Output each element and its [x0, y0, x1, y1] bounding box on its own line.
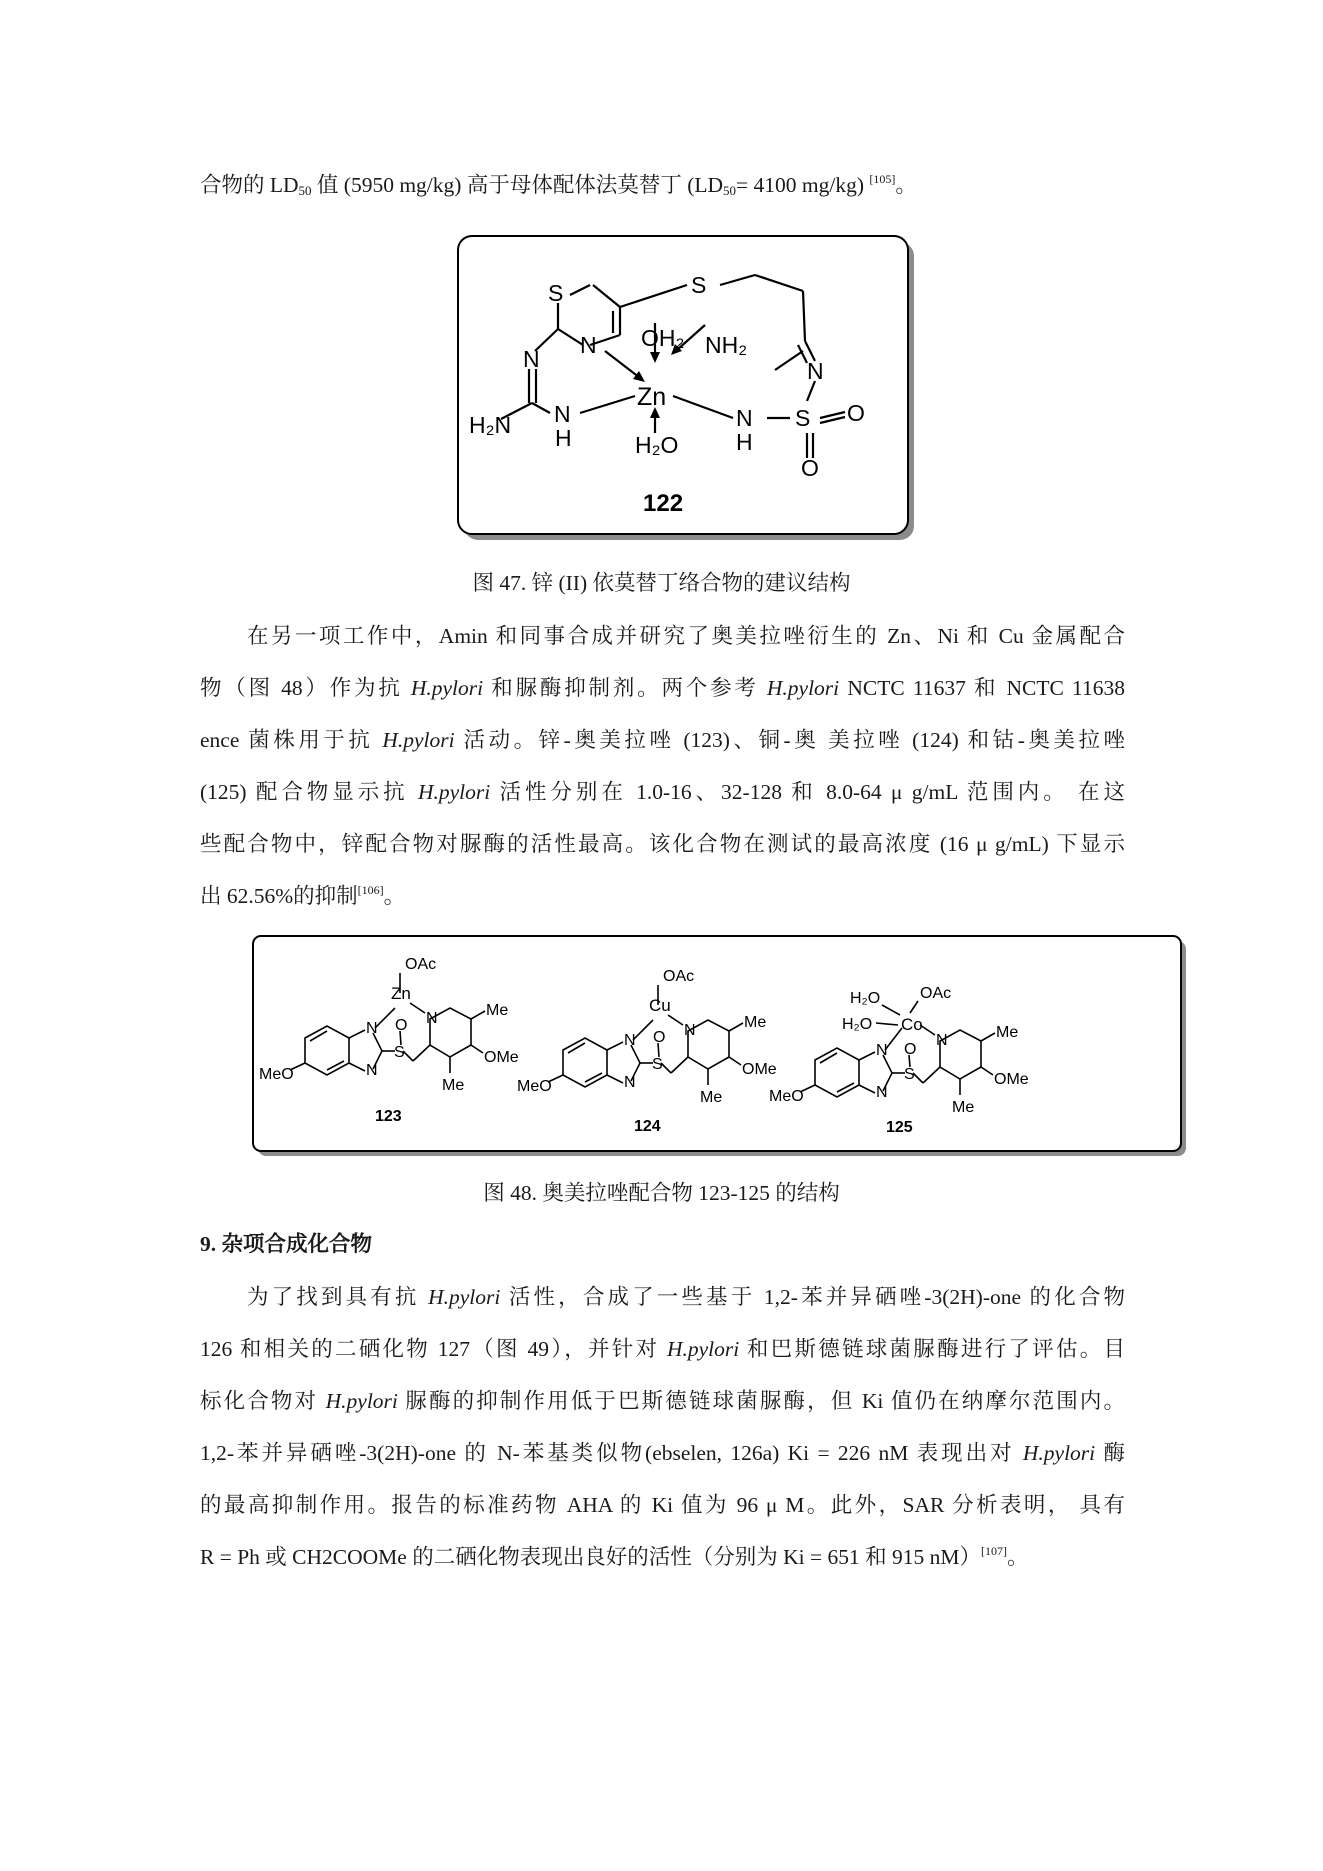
- atom-label: Me: [486, 1002, 509, 1019]
- metal-label: Co: [901, 1015, 923, 1034]
- atom-label: O: [653, 1029, 666, 1046]
- atom-label: N: [876, 1084, 888, 1101]
- figure-47-caption: 图 47. 锌 (II) 依莫替丁络合物的建议结构: [472, 571, 851, 595]
- compound-number: 124: [634, 1118, 661, 1135]
- body-text-line: 1,2-苯并异硒唑-3(2H)-one 的 N-苯基类似物(ebselen, 126a) Ki = 226 nM 表现出对 H.pylori 酶: [200, 1441, 1125, 1465]
- atom-label: N: [684, 1022, 696, 1039]
- atom-label: N: [876, 1042, 888, 1059]
- atom-label: N: [366, 1062, 378, 1079]
- atom-label: N: [523, 346, 540, 372]
- atom-label: H₂O: [842, 1016, 873, 1033]
- body-text-line: 126 和相关的二硒化物 127（图 49），并针对 H.pylori 和巴斯德链球菌脲酶进行了评估。目: [200, 1337, 1125, 1361]
- atom-label: OAc: [920, 985, 952, 1002]
- body-text-line: 些配合物中，锌配合物对脲酶的活性最高。该化合物在测试的最高浓度 (16 μ g/mL) 下显示: [200, 832, 1125, 856]
- atom-label: O: [801, 455, 819, 481]
- atom-label: OMe: [484, 1049, 519, 1066]
- atom-label: NH₂: [705, 332, 748, 358]
- subscript: 50: [723, 183, 737, 198]
- text-span: 合物的 LD: [200, 173, 299, 197]
- atom-label: Me: [744, 1014, 767, 1031]
- atom-label: N: [936, 1032, 948, 1049]
- atom-label: S: [904, 1066, 915, 1083]
- figure-48-caption: 图 48. 奥美拉唑配合物 123-125 的结构: [483, 1181, 840, 1205]
- atom-label: Me: [442, 1077, 465, 1094]
- atom-label: Me: [700, 1089, 723, 1106]
- atom-label: H₂O: [850, 990, 881, 1007]
- atom-label: H: [555, 425, 572, 451]
- body-text-line: [200, 170, 917, 200]
- text-span: = 4100 mg/kg): [736, 173, 870, 197]
- atom-label: N: [426, 1010, 438, 1027]
- body-text-line: 出 62.56%的抑制[106]。: [200, 883, 406, 908]
- atom-label: OH₂: [641, 325, 685, 351]
- atom-label: O: [904, 1041, 917, 1058]
- atom-label: N: [624, 1074, 636, 1091]
- citation-ref: [106]: [357, 883, 384, 897]
- structures-123-125-diagram: [250, 933, 1192, 1161]
- atom-label: S: [548, 280, 564, 306]
- atom-label: OMe: [994, 1071, 1029, 1088]
- body-text-line: (125) 配合物显示抗 H.pylori 活性分别在 1.0-16、32-128 和 8.0-64 μ g/mL 范围内。 在这: [200, 780, 1125, 804]
- atom-label: H₂O: [635, 432, 679, 458]
- body-text-line: 在另一项工作中，Amin 和同事合成并研究了奥美拉唑衍生的 Zn、Ni 和 Cu 金属配合: [247, 624, 1125, 648]
- compound-number: 125: [886, 1119, 913, 1136]
- atom-label: O: [395, 1017, 408, 1034]
- atom-label: S: [795, 405, 811, 431]
- atom-label: O: [847, 400, 865, 426]
- atom-label: MeO: [259, 1066, 294, 1083]
- citation-ref: [105]: [869, 172, 896, 186]
- structure-122-diagram: [455, 233, 925, 545]
- atom-label: N: [807, 358, 824, 384]
- metal-label: Zn: [637, 383, 667, 411]
- atom-label: S: [652, 1056, 663, 1073]
- subscript: 50: [298, 183, 312, 198]
- body-text-line: 的最高抑制作用。报告的标准药物 AHA 的 Ki 值为 96 μ M。此外，SAR 分析表明， 具有: [200, 1493, 1125, 1517]
- atom-label: N: [554, 401, 571, 427]
- atom-label: OAc: [405, 956, 437, 973]
- figure-47: [455, 233, 925, 550]
- text-span: 。: [895, 173, 917, 197]
- section-heading: 9. 杂项合成化合物: [200, 1232, 373, 1256]
- atom-label: MeO: [517, 1078, 552, 1095]
- atom-label: OAc: [663, 968, 695, 985]
- compound-number: 123: [375, 1108, 402, 1125]
- figure-48: [250, 933, 1192, 1166]
- atom-label: H₂N: [469, 412, 512, 438]
- body-text-line: ence 菌株用于抗 H.pylori 活动。锌-奥美拉唑 (123)、铜-奥 美拉唑 (124) 和钴-奥美拉唑: [200, 728, 1125, 752]
- citation-ref: [107]: [980, 1544, 1007, 1558]
- body-text-line: R = Ph 或 CH2COOMe 的二硒化物表现出良好的活性（分别为 Ki = 651 和 915 nM）[107]。: [200, 1544, 1029, 1569]
- body-text-line: 物（图 48）作为抗 H.pylori 和脲酶抑制剂。两个参考 H.pylori NCTC 11637 和 NCTC 11638: [200, 676, 1125, 700]
- body-text-line: 标化合物对 H.pylori 脲酶的抑制作用低于巴斯德链球菌脲酶，但 Ki 值仍在纳摩尔范围内。: [200, 1389, 1125, 1413]
- atom-label: S: [394, 1044, 405, 1061]
- metal-label: Zn: [391, 984, 411, 1003]
- atom-label: Me: [952, 1099, 975, 1116]
- atom-label: N: [366, 1020, 378, 1037]
- atom-label: OMe: [742, 1061, 777, 1078]
- atom-label: N: [624, 1032, 636, 1049]
- atom-label: N: [736, 405, 753, 431]
- atom-label: H: [736, 429, 753, 455]
- metal-label: Cu: [649, 996, 671, 1015]
- atom-label: MeO: [769, 1088, 804, 1105]
- atom-label: Me: [996, 1024, 1019, 1041]
- compound-number: 122: [643, 490, 684, 517]
- atom-label: N: [580, 332, 597, 358]
- body-text-line: 为了找到具有抗 H.pylori 活性，合成了一些基于 1,2-苯并异硒唑-3(2H)-one 的化合物: [247, 1285, 1125, 1309]
- text-span: 值 (5950 mg/kg) 高于母体配体法莫替丁 (LD: [311, 173, 724, 197]
- atom-label: S: [691, 272, 707, 298]
